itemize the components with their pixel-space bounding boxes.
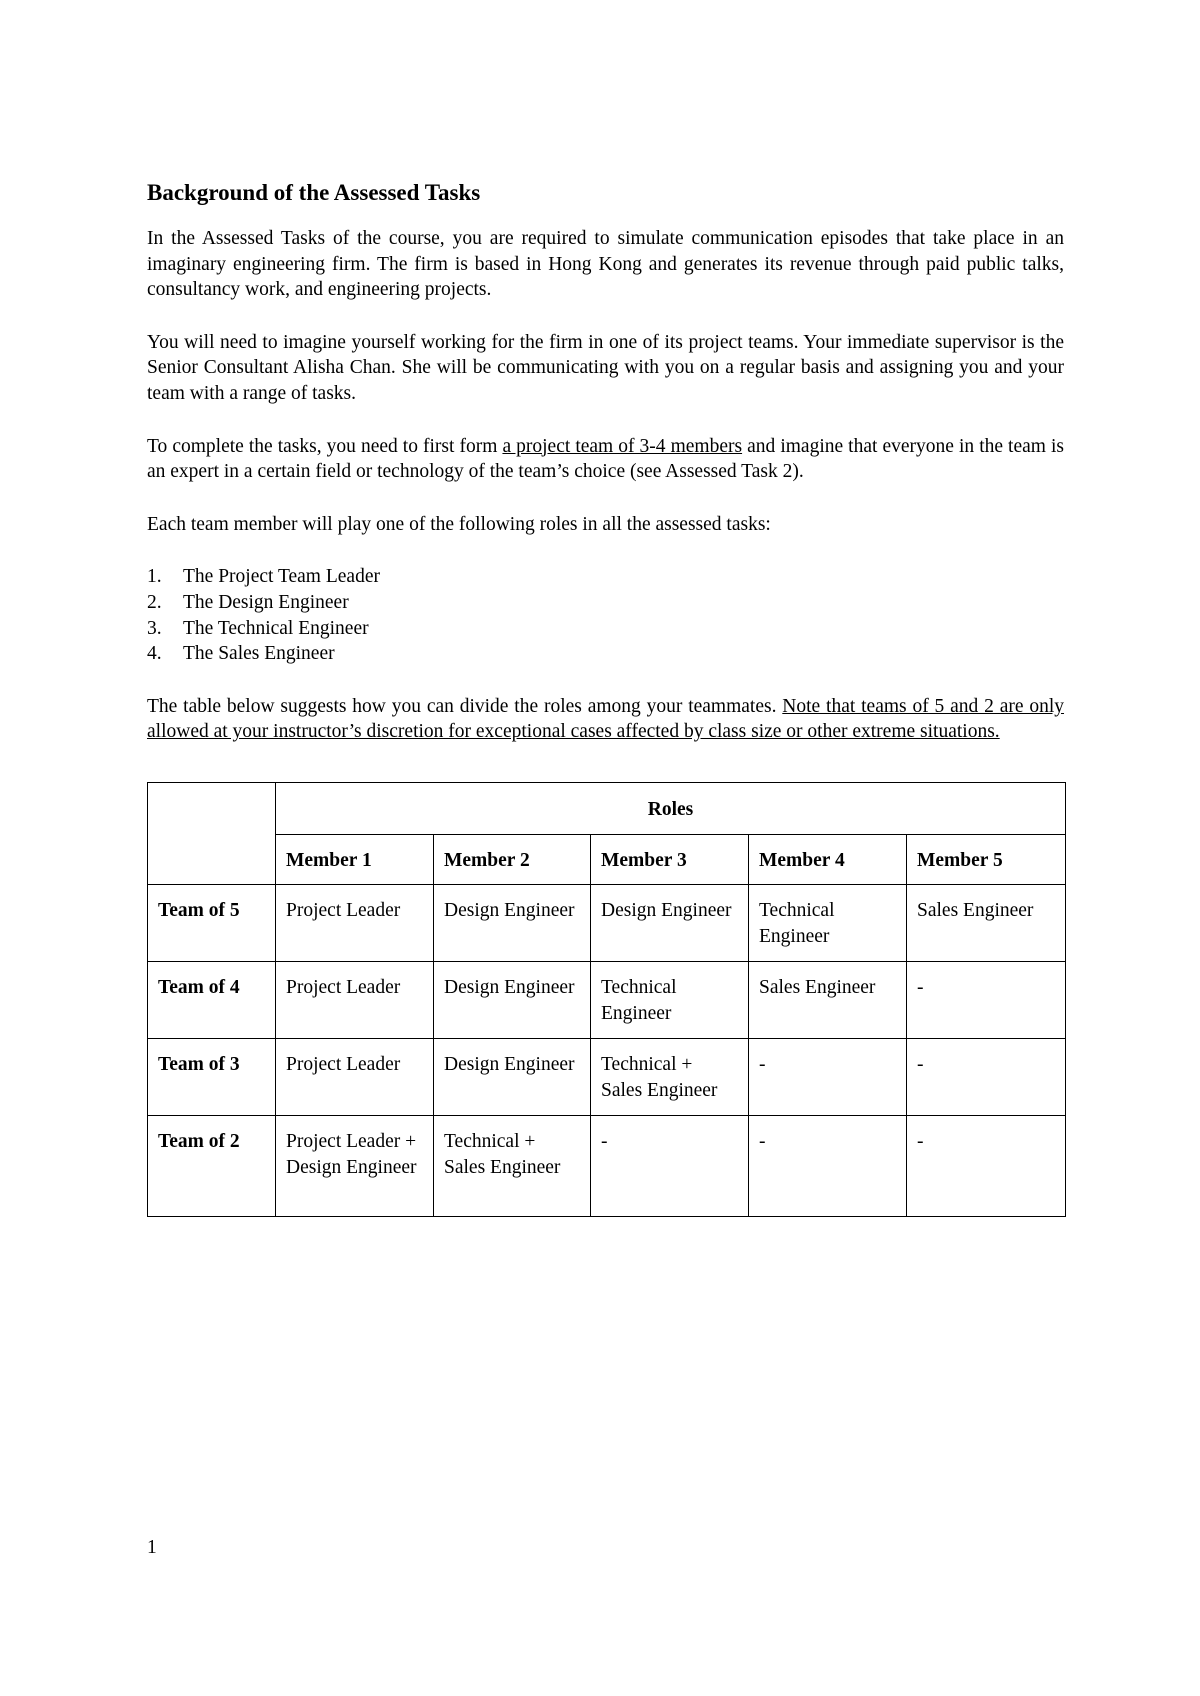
team-label: Team of 5	[148, 885, 276, 962]
list-number: 1.	[147, 566, 162, 588]
list-text: The Project Team Leader	[183, 566, 380, 588]
table-cell: Project Leader + Design Engineer	[276, 1116, 434, 1217]
page-number: 1	[147, 1537, 157, 1558]
page-title: Background of the Assessed Tasks	[147, 180, 481, 205]
table-intro-paragraph	[147, 694, 1064, 745]
table-row	[148, 885, 1066, 962]
team-label: Team of 3	[148, 1039, 276, 1116]
roles-intro-paragraph: Each team member will play one of the following roles in all the assessed tasks:	[147, 513, 771, 535]
team-formation-text-end: and imagine that everyone in the team is an expert in a certain field or technology of the team’s choice (see Assessed Task 2).	[147, 435, 1065, 483]
table-cell: -	[591, 1116, 749, 1217]
member-header: Member 3	[591, 834, 749, 885]
roles-table	[147, 782, 1066, 1217]
table-cell: Design Engineer	[434, 885, 591, 962]
team-formation-paragraph	[147, 434, 1064, 485]
table-row	[148, 1116, 1066, 1217]
table-cell: Technical Engineer	[749, 885, 907, 962]
table-row	[148, 962, 1066, 1039]
table-cell: Sales Engineer	[749, 962, 907, 1039]
table-cell: Technical + Sales Engineer	[591, 1039, 749, 1116]
supervisor-paragraph: You will need to imagine yourself working for the firm in one of its project teams. Your immediate supervisor is the Senior Consultant Alisha Chan. She will be communicating with you on a regular basis and assigning you and your team with a range of tasks.	[147, 331, 1064, 404]
table-header-row	[148, 782, 1066, 834]
table-cell: Project Leader	[276, 962, 434, 1039]
roles-header: Roles	[276, 782, 1066, 834]
member-header: Member 4	[749, 834, 907, 885]
team-size-underlined: a project team of 3-4 members	[502, 435, 743, 457]
table-cell: Sales Engineer	[907, 885, 1066, 962]
team-formation-text: To complete the tasks, you need to first form	[147, 435, 503, 457]
table-cell: Technical + Sales Engineer	[434, 1116, 591, 1217]
table-cell: -	[907, 1116, 1066, 1217]
team-label: Team of 2	[148, 1116, 276, 1217]
table-cell: -	[749, 1039, 907, 1116]
table-cell: Project Leader	[276, 885, 434, 962]
team-label: Team of 4	[148, 962, 276, 1039]
member-header: Member 5	[907, 834, 1066, 885]
list-text: The Technical Engineer	[183, 617, 369, 639]
roles-list	[147, 564, 1064, 666]
list-text: The Design Engineer	[183, 591, 349, 613]
table-intro-text: The table below suggests how you can divide the roles among your teammates.	[147, 695, 783, 717]
table-row	[148, 1039, 1066, 1116]
table-cell: Design Engineer	[434, 1039, 591, 1116]
intro-paragraph: In the Assessed Tasks of the course, you are required to simulate communication episodes that take place in an imaginary engineering firm. The firm is based in Hong Kong and generates its revenue through paid public talks, consultancy work, and engineering projects.	[147, 228, 1064, 301]
table-cell: -	[907, 962, 1066, 1039]
list-number: 4.	[147, 643, 162, 665]
list-text: The Sales Engineer	[183, 643, 335, 665]
exception-note-underlined: Note that teams of 5 and 2 are only allowed at your instructor’s discretion for exceptional cases affected by class size or other extreme situations.	[147, 695, 1065, 743]
table-cell: -	[749, 1116, 907, 1217]
member-header: Member 1	[276, 834, 434, 885]
table-cell: Design Engineer	[591, 885, 749, 962]
list-number: 2.	[147, 591, 162, 613]
table-corner-cell	[148, 782, 276, 884]
table-cell: Technical Engineer	[591, 962, 749, 1039]
list-item	[147, 590, 1064, 616]
table-cell: Design Engineer	[434, 962, 591, 1039]
table-cell: Project Leader	[276, 1039, 434, 1116]
member-header-row	[148, 834, 1066, 885]
list-item	[147, 616, 1064, 642]
member-header: Member 2	[434, 834, 591, 885]
document-page	[147, 172, 1064, 1217]
list-item	[147, 641, 1064, 667]
list-item	[147, 564, 1064, 590]
table-cell: -	[907, 1039, 1066, 1116]
list-number: 3.	[147, 617, 162, 639]
